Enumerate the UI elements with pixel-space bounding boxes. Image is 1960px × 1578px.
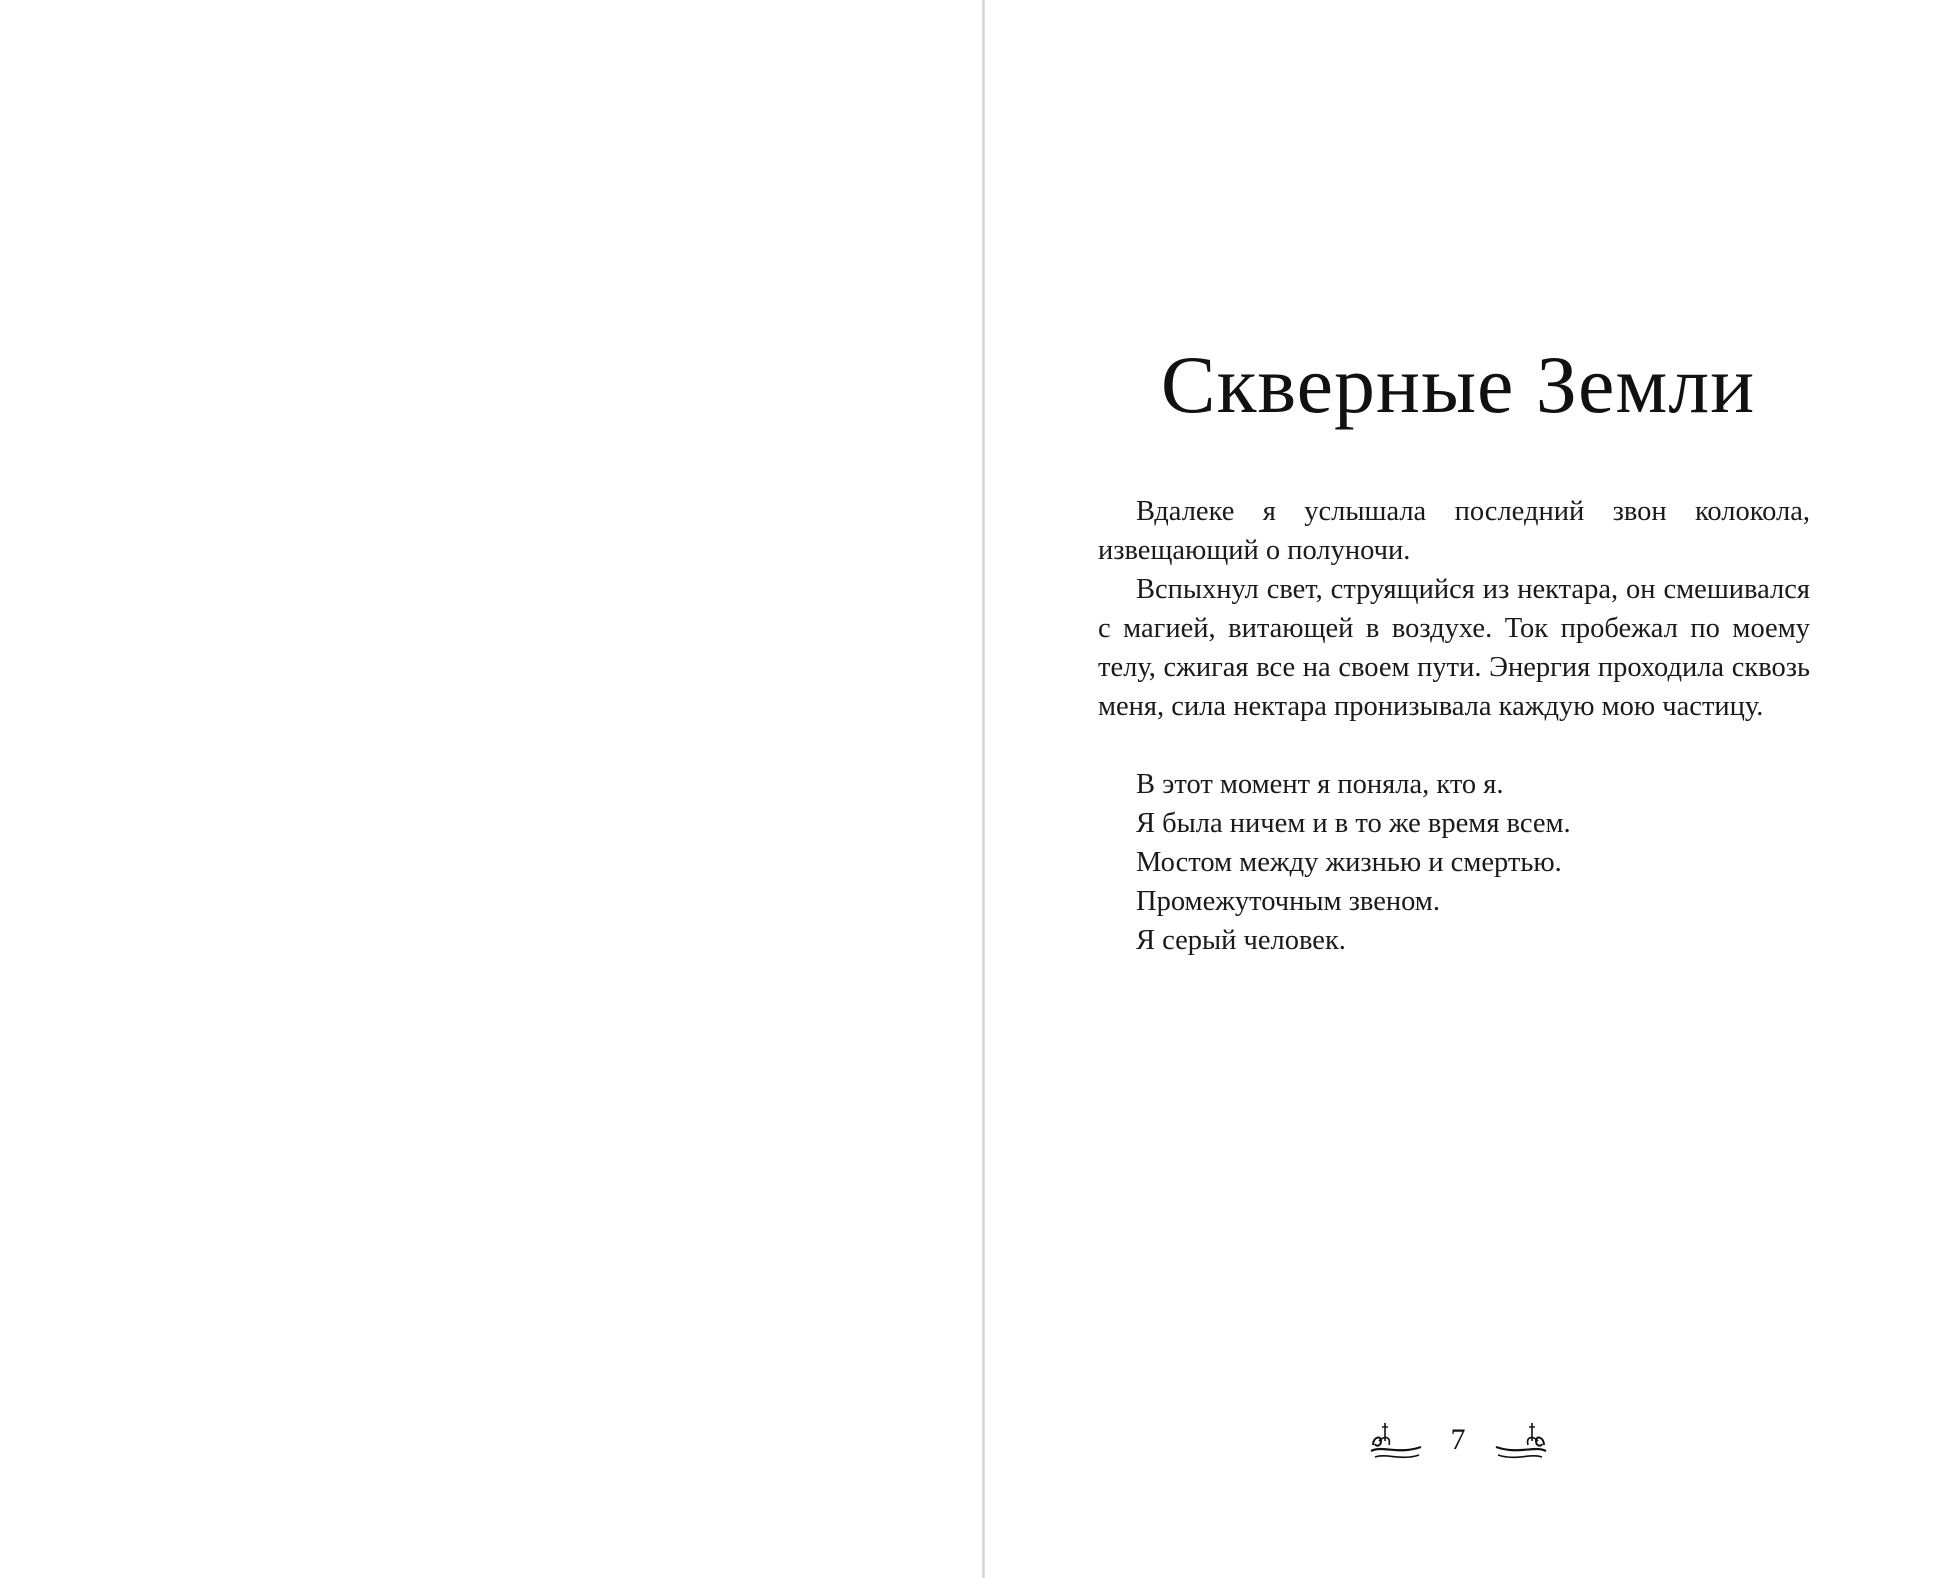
swan-flourish-icon: [1492, 1415, 1550, 1465]
chapter-title: Скверные Земли: [1160, 339, 1756, 430]
verse-line: В этот момент я поняла, кто я.: [1136, 769, 1504, 800]
paragraph: Вспыхнул свет, струящийся из нектара, он смешивался с магией, витающей в воздухе. Ток пробежал по моему телу, сжигая все на своем пути. Энергия проходила сквозь меня, сила нектара пронизывала каждую мою частицу.: [1098, 574, 1810, 722]
page-folio: [1358, 1410, 1558, 1470]
verse-line: Я была ничем и в то же время всем.: [1136, 808, 1571, 839]
verse-line: Мостом между жизнью и смертью.: [1136, 847, 1562, 878]
page-number: 7: [1450, 1423, 1466, 1456]
verse-line: Я серый человек.: [1136, 925, 1346, 956]
verse-line: Промежуточным звеном.: [1136, 886, 1440, 917]
verse-block: [1098, 765, 1810, 960]
swan-flourish-icon: [1367, 1415, 1425, 1465]
chapter-body: [1098, 492, 1810, 960]
paragraph: Вдалеке я услышала последний звон колокола, извещающий о полуночи.: [1098, 496, 1810, 566]
